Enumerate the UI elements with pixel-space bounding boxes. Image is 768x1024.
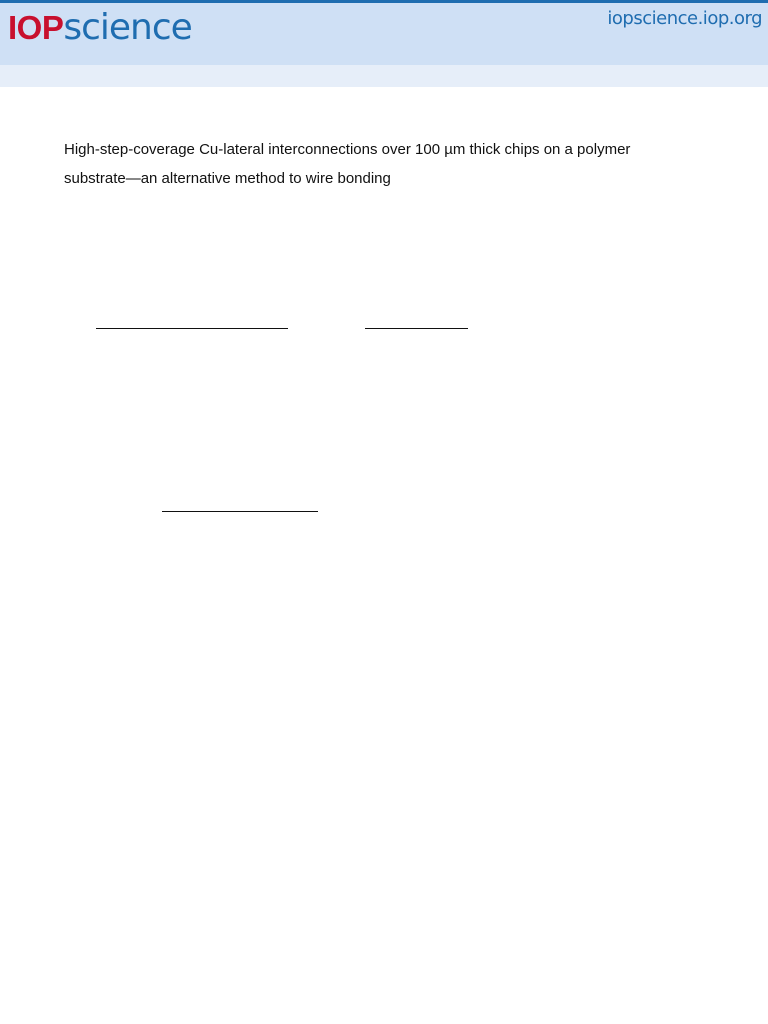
article-title: High-step-coverage Cu-lateral interconnections over 100 µm thick chips on a polymer substrate—an alternative method to wire bonding — [64, 141, 631, 187]
link-placeholder-underline[interactable] — [365, 328, 468, 329]
link-placeholder-underline[interactable] — [162, 511, 318, 512]
site-header — [0, 3, 768, 65]
link-placeholder-underline[interactable] — [96, 328, 288, 329]
site-url-link[interactable]: iopscience.iop.org — [607, 8, 762, 29]
logo-science-text: science — [63, 7, 192, 48]
subheader-bar — [0, 65, 768, 87]
logo-iop-text: IOP — [8, 9, 64, 46]
iopscience-logo[interactable] — [8, 5, 192, 51]
